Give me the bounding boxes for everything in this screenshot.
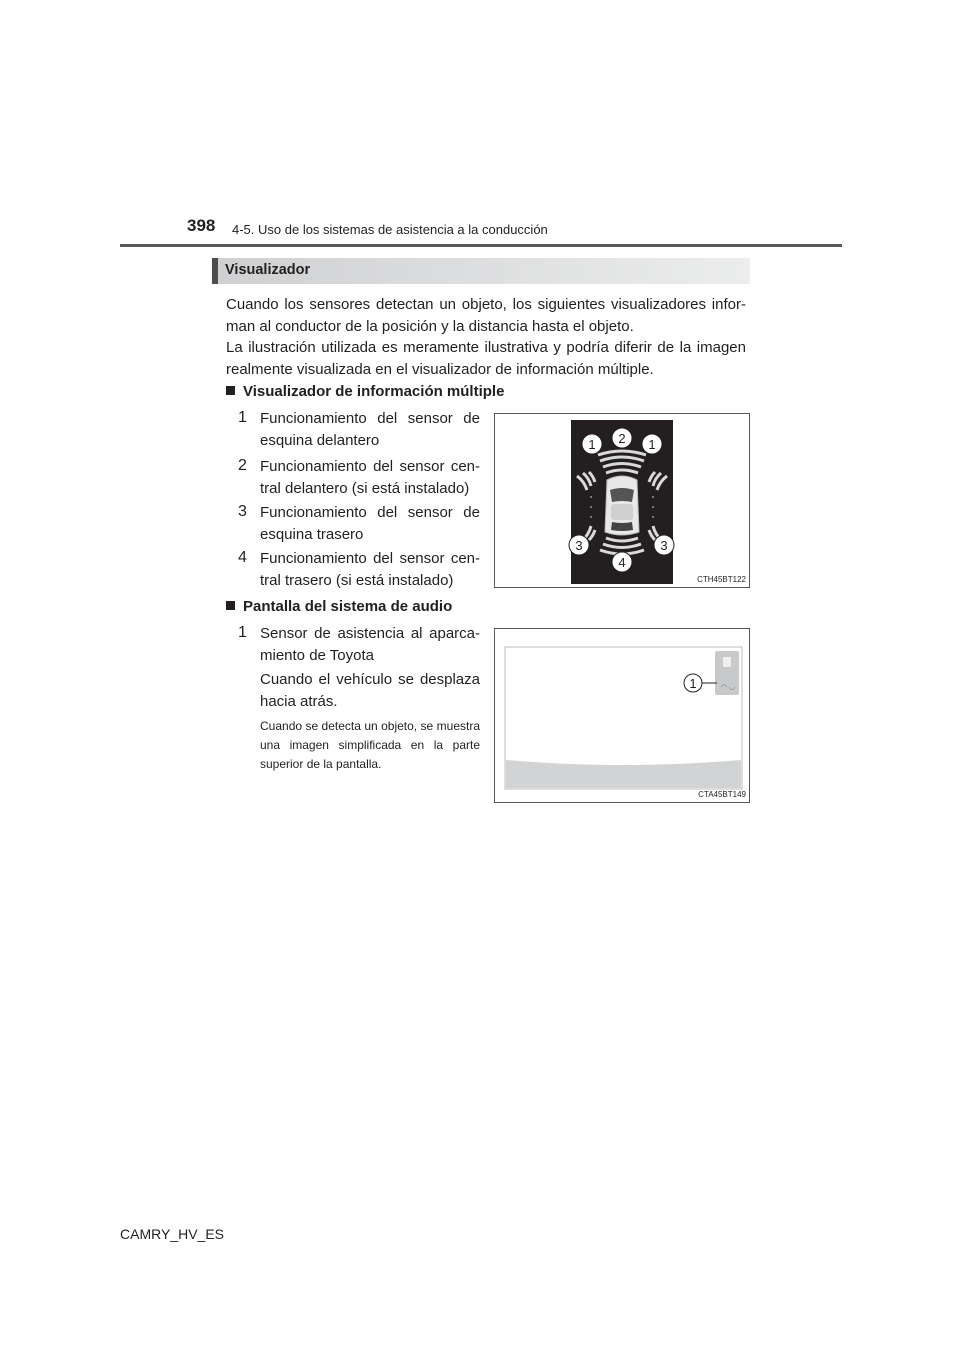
multi-info-heading-text: Visualizador de información múltiple	[243, 383, 505, 400]
square-bullet-icon	[226, 601, 235, 610]
footer-model: CAMRY_HV_ES	[120, 1226, 225, 1242]
item-number: 3	[238, 503, 247, 520]
callout-label: 1	[648, 437, 656, 452]
figure-code: CTH45BT122	[697, 575, 746, 584]
section-heading-text: Visualizador	[225, 262, 311, 278]
audio-screen-illustration	[495, 629, 749, 802]
audio-display-figure	[494, 628, 750, 803]
disclaimer-paragraph: La ilustración utilizada es meramente ilustrativa y podría diferir de la imagen realmente visualizada en el visualizador de información múltiple.	[226, 339, 746, 378]
multi-info-figure	[494, 413, 750, 588]
multi-info-heading	[226, 383, 504, 400]
sensor-car-icon	[723, 657, 731, 667]
callout-label: 4	[618, 555, 626, 570]
callout-label: 2	[618, 431, 626, 446]
audio-heading-text: Pantalla del sistema de audio	[243, 598, 453, 615]
header-rule	[120, 244, 842, 247]
item-number: 1	[238, 409, 247, 426]
audio-heading	[226, 598, 452, 615]
item-number: 4	[238, 549, 247, 566]
square-bullet-icon	[226, 386, 235, 395]
item-text: Funcionamiento del sensor de esquina delantero	[260, 410, 480, 449]
item-subtext: Cuando el vehículo se desplaza hacia atrás.	[260, 671, 480, 710]
callout-label: 3	[575, 538, 583, 553]
chapter-title: 4-5. Uso de los sistemas de asistencia a la conducción	[232, 222, 548, 237]
callout-label: 3	[660, 538, 668, 553]
item-text: Funcionamiento del sensor cen-tral delantero (si está instalado)	[260, 458, 480, 497]
car-icon	[605, 476, 639, 535]
callout-label: 1	[689, 676, 697, 691]
item-number: 1	[238, 624, 247, 641]
intro-paragraph: Cuando los sensores detectan un objeto, los siguientes visualizadores infor-man al conductor de la posición y la distancia hasta el objeto.	[226, 296, 746, 335]
item-text: Funcionamiento del sensor de esquina trasero	[260, 504, 480, 543]
sensor-mini-icon: ◠ ◡	[721, 684, 736, 691]
page-number: 398	[187, 216, 216, 235]
item-number: 2	[238, 457, 247, 474]
parking-sensor-illustration	[495, 414, 749, 587]
section-heading	[212, 258, 750, 284]
callout-label: 1	[588, 437, 596, 452]
item-text: Sensor de asistencia al aparca-miento de Toyota	[260, 625, 480, 664]
figure-code: CTA45BT149	[698, 790, 746, 799]
item-text: Funcionamiento del sensor cen-tral trasero (si está instalado)	[260, 550, 480, 589]
item-note: Cuando se detecta un objeto, se muestra una imagen simplificada en la parte superior de la pantalla.	[260, 719, 480, 771]
